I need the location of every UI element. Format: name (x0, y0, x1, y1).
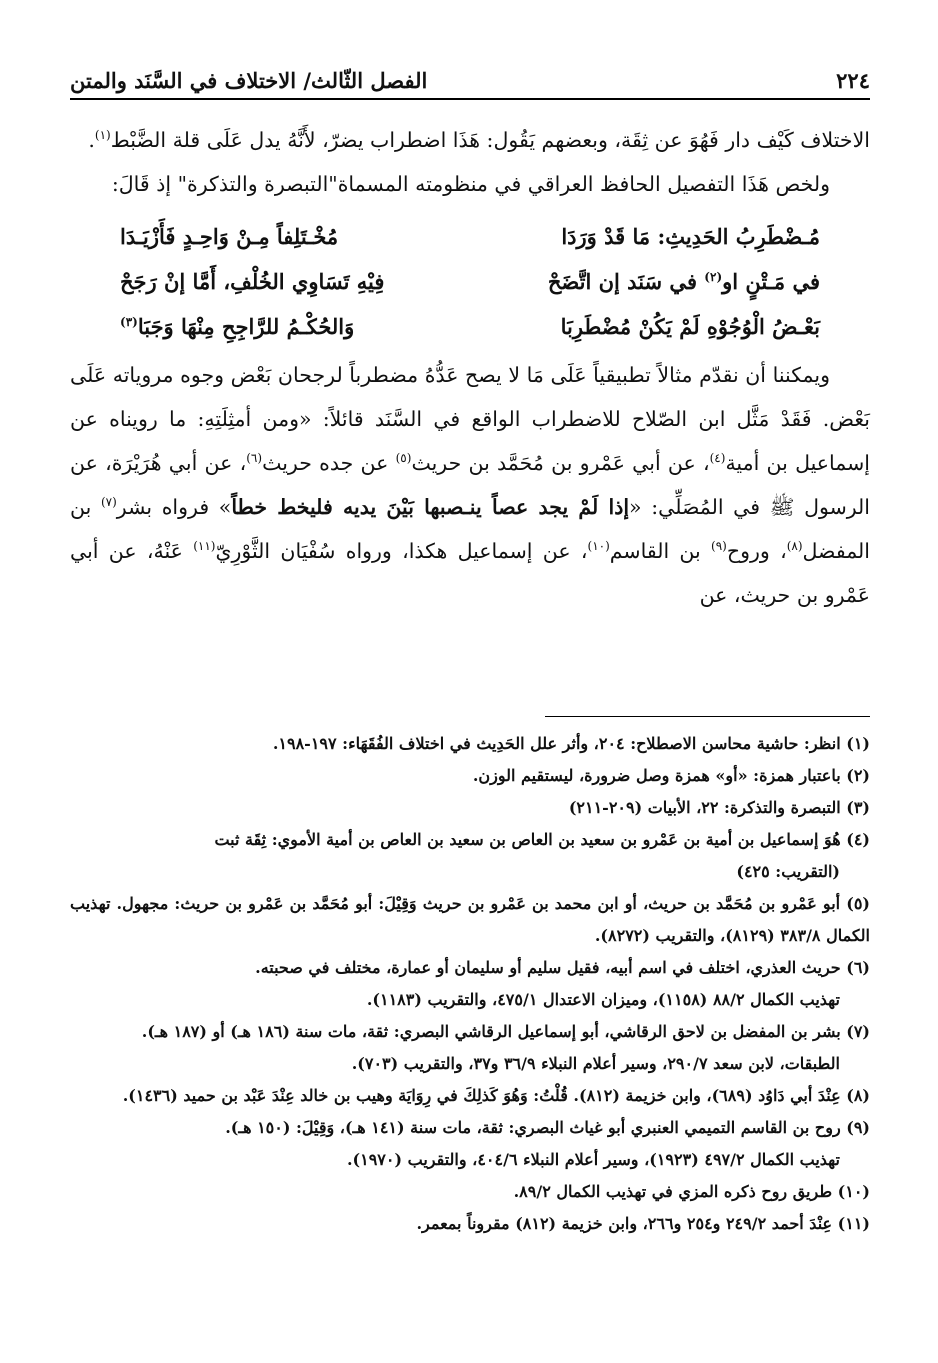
footnote-text: بشر بن المفضل بن لاحق الرقاشي، أبو إسماعيل الرقاشي البصري: ثقة، مات سنة (١٨٦ هـ) أو (١٨٧ هـ). (141, 1022, 841, 1041)
footnote-number: (٥) (846, 894, 870, 913)
p3-f: بن المفضل (70, 495, 870, 563)
verse-3-second-text: وَالحُكْـمُ للرَّاجِحِ مِنْهَا وَجَبَا (137, 314, 355, 339)
footnote-1 (70, 728, 870, 760)
footnote-text: روح بن القاسم التميمي العنبري أبو غياث البصري: ثقة، مات سنة (١٤١ هـ)، وَقِيْلَ: (١٥٠ هـ). (225, 1118, 841, 1137)
footnote-number: (٣) (846, 798, 870, 817)
verse-2-first (485, 259, 820, 304)
footnote-continuation: تهذيب الكمال ٨٨/٢ (١١٥٨)، وميزان الاعتدال ٤٧٥/١، والتقريب (١١٨٣). (366, 990, 840, 1009)
footnote-number: (١) (846, 734, 870, 753)
footnote-ref-6: (٦) (246, 451, 263, 466)
footnote-ref-4: (٤) (709, 451, 726, 466)
footnote-ref-11: (١١) (193, 539, 216, 554)
footnote-number: (٨) (846, 1086, 870, 1105)
page-header (70, 62, 870, 100)
footnote-text: طريق روح ذكره المزي في تهذيب الكمال ٨٩/٢. (513, 1182, 833, 1201)
footnote-number: (١١) (837, 1214, 870, 1233)
footnote-6 (70, 952, 870, 1016)
footnote-number: (٢) (846, 766, 870, 785)
footnote-text: باعتبار همزة: «أو» همزة وصل ضرورة، ليستقيم الوزن. (472, 766, 841, 785)
footnotes (70, 728, 870, 1240)
p3-i: ، عن إسماعيل هكذا، ورواه سُفْيَان الثَّوْرِيّ (215, 539, 588, 563)
footnote-continuation: (التقريب: ٤٢٥) (736, 862, 840, 881)
paragraph-1 (70, 118, 870, 162)
hadith-text: إذا لَمْ يجد عصاً ينـصبها بَيْنَ يديه فليخط خطاً (231, 495, 630, 519)
footnote-continuation: الطبقات، لابن سعد ٢٩٠/٧، وسير أعلام النبلاء ٣٦/٩ و٣٧، والتقريب (٧٠٣). (351, 1054, 840, 1073)
footnote-text: التبصرة والتذكرة: ٢٢، الأبيات (٢٠٩-٢١١) (568, 798, 841, 817)
verse-2-first-b: في سَنَد إن اتَّضَحْ (547, 269, 705, 294)
footnote-4 (70, 824, 870, 888)
verse-3-first: بَعْـضُ الْوُجُوْهِ لَمْ يَكُنْ مُضْطَرِبَا (560, 314, 820, 339)
p3-g: ، وروح (726, 539, 787, 563)
footnote-number: (٩) (846, 1118, 870, 1137)
footnote-2 (70, 760, 870, 792)
footnote-text: أبو عَمْرو بن مُحَمَّد بن حريث، أو ابن محمد بن عَمْرو بن حريث وَقِيْلَ: أبو مُحَمَّد بن عَمْرو بن حريث: مجهول. تهذيب الكمال ٣٨٣/٨ (٨١٢٩)، والتقريب (٨٢٧٢). (70, 894, 870, 945)
footnote-text: هُوَ إسماعيل بن أمية بن عَمْرو بن سعيد بن العاص بن سعيد بن العاص بن أمية الأموي: ثِقَة ثبت (214, 830, 841, 849)
footnote-text: انظر: حاشية محاسن الاصطلاح: ٢٠٤، وأثر علل الحَدِيث في اختلاف الفُقَهَاء: ١٩٧-١٩٨. (272, 734, 841, 753)
footnote-8 (70, 1080, 870, 1112)
poem-verses (120, 214, 820, 349)
verse-1-first: مُـضْطَرِبُ الحَدِيثِ: مَا قَدْ وَرَدَا (561, 224, 820, 249)
footnote-text: عِنْدَ أبي دَاوُد (٦٨٩)، وابن خزيمة (٨١٢). قُلْتُ: وَهُوَ كَذلِكَ في رِوَايَة وهيب بن خالد عِنْدَ عَبْد بن حميد (١٤٣٦). (122, 1086, 841, 1105)
footnote-divider (545, 716, 870, 717)
footnote-text: حريث العذري، اختلف في اسم أبيه، فقيل سليم أو سليمان أو عمارة، مختلف في صحبته. (255, 958, 841, 977)
footnote-text: عِنْدَ أحمد ٢٤٩/٢ و٢٥٤ و٢٦٦، وابن خزيمة (٨١٢) مقروناً بمعمر. (416, 1214, 833, 1233)
footnote-ref-2: (٢) (704, 270, 723, 284)
footnote-number: (٤) (846, 830, 870, 849)
footnote-ref-10: (١٠) (587, 539, 610, 554)
verse-1-second: مُخْـتَلِفاً مِـنْ وَاحِـدٍ فَأَزْيَـدَا (120, 224, 339, 249)
footnote-continuation: تهذيب الكمال ٤٩٧/٢ (١٩٢٣)، وسير أعلام النبلاء ٤٠٤/٦، والتقريب (١٩٧٠). (346, 1150, 840, 1169)
paragraph-1-text: الاختلاف كَيْف دار فَهُوَ عن ثِقَة، وبعضهم يَقُول: هَذَا اضطراب يضرّ، لأَنَّهُ يدل عَلَى قلة الضَّبْط (110, 128, 870, 152)
p3-d: ، عن أبي هُرَيْرَة، عن الرسول ﷺ في المُصَلِّي: « (70, 451, 870, 519)
footnote-10 (70, 1176, 870, 1208)
p3-h: بن القاسم (609, 539, 712, 563)
footnote-number: (٧) (846, 1022, 870, 1041)
verse-3-second (120, 304, 455, 349)
footnote-ref-8: (٨) (786, 539, 803, 554)
footnote-ref-3: (٣) (120, 315, 138, 329)
footnote-5 (70, 888, 870, 952)
paragraph-1-end: . (88, 128, 95, 152)
p3-j: عَنْهُ، عن أبي عَمْرو بن حريث، عن (70, 539, 870, 607)
p3-b: ، عن أبي عَمْرو بن مُحَمَّد بن حريث (411, 451, 710, 475)
paragraph-3 (70, 353, 870, 617)
footnote-number: (٦) (846, 958, 870, 977)
footnote-ref-7: (٧) (100, 495, 117, 510)
footnote-number: (١٠) (837, 1182, 870, 1201)
footnote-ref-5: (٥) (395, 451, 412, 466)
p3-c: عن جده حريث (262, 451, 396, 475)
footnote-7 (70, 1016, 870, 1080)
p3-a: ويمكننا أن نقدّم مثالاً تطبيقياً عَلَى مَا لا يصح عَدُّهُ مضطرباً لرجحان بَعْض وجوه مروياته عَلَى بَعْض. فَقَدْ مَثَّل ابن الصّلاح للاضطراب الواقع في السَّنَد قائلاً: «ومن أمثِلَتِهِ: ما رويناه عن إسماعيل بن أمية (70, 363, 870, 475)
page-number: ٢٢٤ (836, 67, 870, 93)
main-text (70, 118, 870, 617)
footnote-3 (70, 792, 870, 824)
footnote-9 (70, 1112, 870, 1176)
footnote-ref-1: (١) (94, 128, 111, 143)
footnote-11 (70, 1208, 870, 1240)
running-title: الفصل الثّالث/ الاختلاف في السَّنَد والمتن (70, 67, 428, 93)
verse-2-second: فِيْهِ تَسَاوِي الخُلْفِ، أَمَّا إنْ رَجَحْ (120, 269, 385, 294)
footnote-ref-9: (٩) (711, 539, 727, 554)
paragraph-2: ولخص هَذَا التفصيل الحافظ العراقي في منظومته المسماة"التبصرة والتذكرة" إذ قَالَ: (111, 172, 830, 196)
verse-2-first-a: في مَـتْنٍ او (722, 269, 820, 294)
p3-e: » فرواه بشر (116, 495, 232, 519)
